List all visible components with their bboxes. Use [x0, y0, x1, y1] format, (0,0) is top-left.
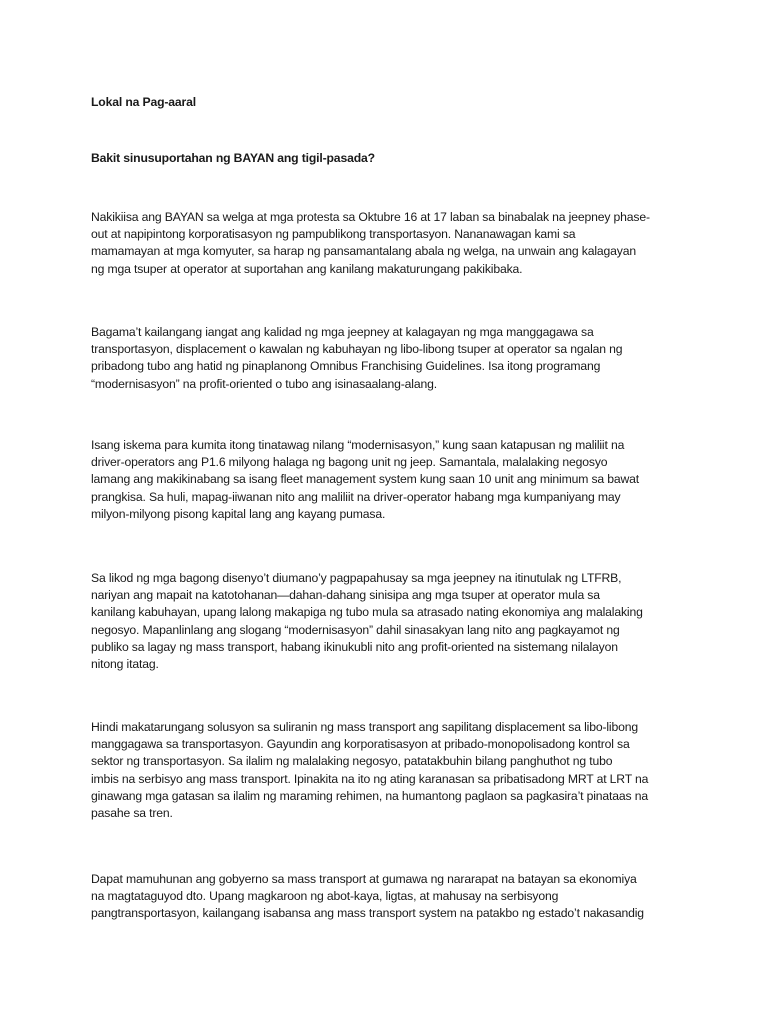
paragraph-line: pribadong tubo ang hatid ng pinaplanong Omnibus Franchising Guidelines. Isa itong programang: [91, 359, 601, 374]
paragraph-line: kanilang kabuhayan, upang lalong makapiga ng tubo mula sa atrasado nating ekonomiya ang malalaking: [91, 605, 643, 620]
paragraph-line: nitong itatag.: [91, 657, 159, 672]
paragraph-line: imbis na serbisyo ang mass transport. Ipinakita na ito ng ating karanasan sa pribatisadong MRT at LRT na: [91, 771, 649, 786]
paragraph-1: [91, 209, 681, 278]
paragraph-line: Bagama’t kailangang iangat ang kalidad ng mga jeepney at kalagayan ng mga manggagawa sa: [91, 325, 594, 339]
paragraph-line: out at napipintong korporatisasyon ng pampublikong transportasyon. Nananawagan kami sa: [91, 227, 576, 242]
paragraph-line: transportasyon, displacement o kawalan ng kabuhayan ng libo-libong tsuper at operator sa ngalan ng: [91, 342, 623, 357]
paragraph-line: publiko sa lagay ng mass transport, habang ikinukubli nito ang profit-oriented na sistemang nilalayon: [91, 639, 618, 654]
paragraph-2: [91, 324, 681, 393]
paragraph-line: “modernisasyon” na profit-oriented o tubo ang isinasaalang-alang.: [91, 376, 437, 391]
document-title: Lokal na Pag-aaral: [91, 95, 196, 109]
paragraph-line: pangtransportasyon, kailangang isabansa ang mass transport system na patakbo ng estado’t nakasandig: [91, 906, 644, 921]
paragraph-line: milyon-milyong pisong kapital lang ang kayang pumasa.: [91, 506, 386, 521]
paragraph-line: Nakikiisa ang BAYAN sa welga at mga protesta sa Oktubre 16 at 17 laban sa binabalak na jeepney phase-: [91, 210, 650, 224]
paragraph-3: [91, 437, 681, 523]
paragraph-4: [91, 570, 681, 673]
paragraph-line: na magtataguyod dto. Upang magkaroon ng abot-kaya, ligtas, at mahusay na serbisyong: [91, 889, 559, 904]
paragraph-line: manggagawa sa transportasyon. Gayundin ang korporatisasyon at pribado-monopolisadong kontrol sa: [91, 737, 630, 752]
paragraph-5: [91, 719, 681, 822]
paragraph-line: sektor ng transportasyon. Sa ilalim ng malalaking negosyo, patatakbuhin bilang panghuthot ng tubo: [91, 754, 613, 769]
paragraph-line: negosyo. Mapanlinlang ang slogang “modernisasyon” dahil sinasakyan lang nito ang pagkayamot ng: [91, 622, 620, 637]
paragraph-line: nariyan ang mapait na katotohanan—dahan-dahang sinisipa ang mga tsuper at operator mula sa: [91, 588, 600, 603]
paragraph-line: ginawang mga gatasan sa ilalim ng maraming rehimen, na humantong paglaon sa pagkasira’t pinataas na: [91, 788, 648, 803]
paragraph-line: Sa likod ng mga bagong disenyo’t diumano’y pagpapahusay sa mga jeepney na itinutulak ng LTFRB,: [91, 571, 622, 585]
paragraph-line: driver-operators ang P1.6 milyong halaga ng bagong unit ng jeep. Samantala, malalaking negosyo: [91, 455, 608, 470]
paragraph-line: mamamayan at mga komyuter, sa harap ng pansamantalang abala ng welga, na unwain ang kalagayan: [91, 244, 637, 259]
paragraph-line: Hindi makatarungang solusyon sa suliranin ng mass transport ang sapilitang displacement sa libo-libong: [91, 720, 638, 734]
paragraph-line: Dapat mamuhunan ang gobyerno sa mass transport at gumawa ng nararapat na batayan sa ekonomiya: [91, 872, 637, 886]
document-question: Bakit sinusuportahan ng BAYAN ang tigil-pasada?: [91, 151, 375, 165]
paragraph-line: lamang ang makikinabang sa isang fleet management system kung saan 10 unit ang minimum sa bawat: [91, 472, 640, 487]
paragraph-line: Isang iskema para kumita itong tinatawag nilang “modernisasyon,” kung saan katapusan ng maliliit na: [91, 438, 625, 452]
paragraph-6: [91, 871, 681, 923]
paragraph-line: prangkisa. Sa huli, mapag-iiwanan nito ang maliliit na driver-operator habang mga kumpaniyang may: [91, 489, 621, 504]
paragraph-line: pasahe sa tren.: [91, 806, 173, 821]
paragraph-line: ng mga tsuper at operator at suportahan ang kanilang makaturungang pakikibaka.: [91, 261, 523, 276]
